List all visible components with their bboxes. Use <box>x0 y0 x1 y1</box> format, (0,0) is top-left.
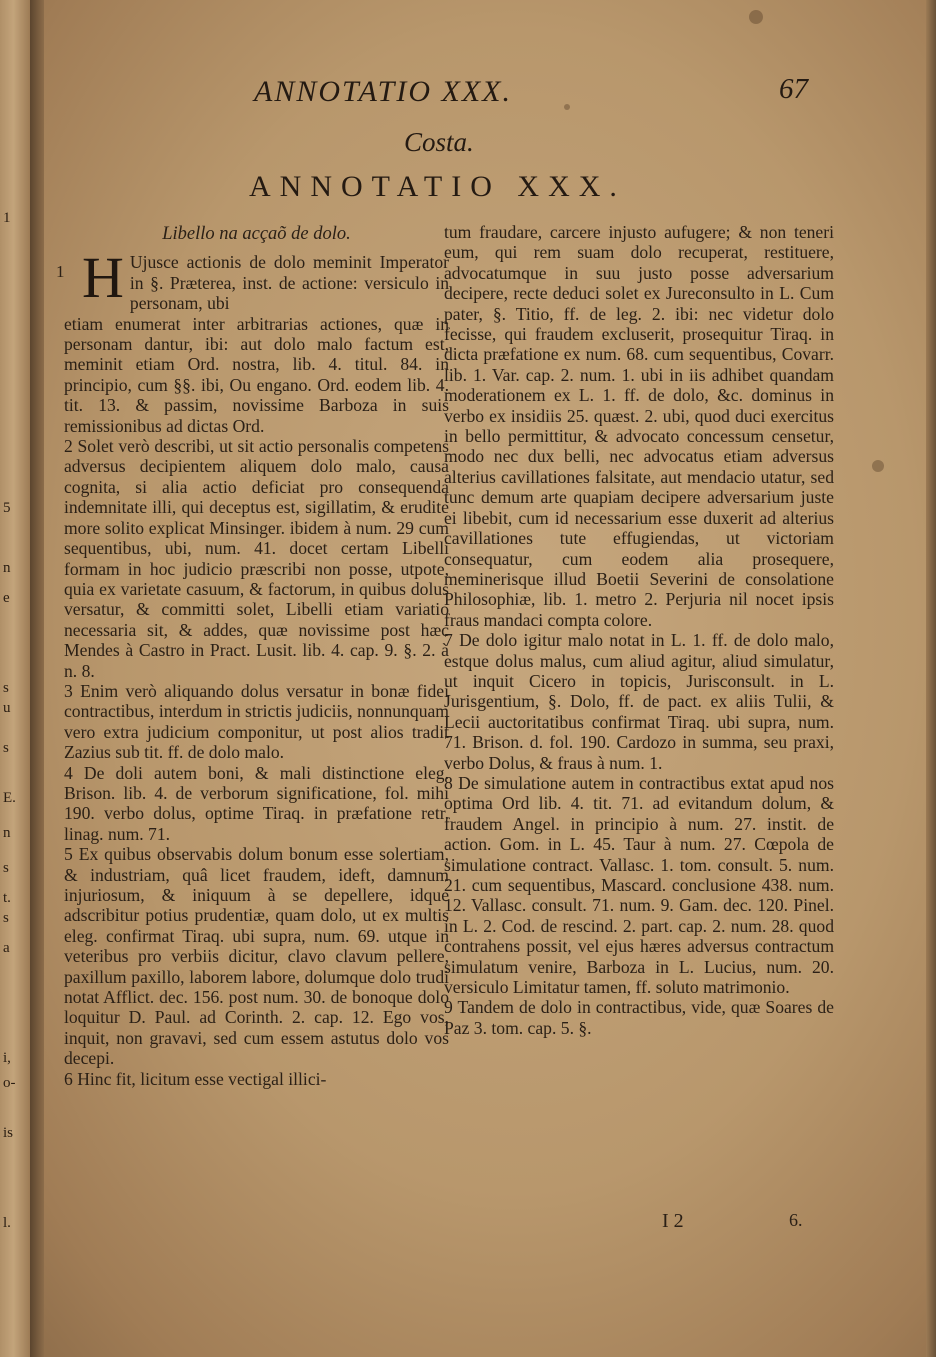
paragraph: Ujusce actionis de dolo meminit Imperator in §. Præterea, inst. de actione: versiculo in personam, ubi etiam enumerat inter arbitrarias actiones, quæ in personam dantur, ibi: aut dolo malo factum est, meminit etiam Ord. nostra, lib. 4. titul. 84. in principio, cum §§. ibi, Ou engano. Ord. eodem lib. 4. tit. 13. & passim, novissime Barboza in suis remissionibus ad dictas Ord. <box>64 252 449 436</box>
paragraph-number: 1 <box>56 262 65 282</box>
left-column <box>56 222 449 1089</box>
book-gutter <box>30 0 44 1357</box>
prev-page-fragment: o- <box>3 1075 16 1091</box>
ink-stain <box>564 104 570 110</box>
prev-page-fragment: t. <box>3 890 11 906</box>
paragraph: 4 De doli autem boni, & mali distinctione eleg. Brison. lib. 4. de verborum significatione, fol. mihi 190. verbo dolus, optime Tiraq. in præfatione retr. linag. num. 71. <box>64 762 449 844</box>
prev-page-fragment: s <box>3 740 9 756</box>
prev-page-fragment: i, <box>3 1050 11 1066</box>
prev-page-fragment: e <box>3 590 10 606</box>
section-title: Costa. <box>404 127 474 157</box>
prev-page-fragment: is <box>3 1125 14 1141</box>
prev-page-fragment: u <box>3 700 11 716</box>
ink-stain <box>872 460 884 472</box>
paragraph: 7 De dolo igitur malo notat in L. 1. ff. de dolo malo, estque dolus malus, cum aliud agitur, aliud simulatur, ut inquit Cicero in topicis, Jurisconsult. in L. Jurisgentium, §. Dolo, ff. de pact. ex aliis Tulii, & Lecii auctoritatibus confirmat Tiraq. ubi supra, num. 71. Brison. d. fol. 190. Cardozo in summa, seu praxi, verbo Dolus, & fraus à num. 1. <box>444 630 834 773</box>
prev-page-fragment: s <box>3 680 9 696</box>
page-number: 67 <box>779 73 808 105</box>
prev-page-fragment: 5 <box>3 500 11 516</box>
paragraph: 5 Ex quibus observabis dolum bonum esse solertiam, & industriam, quâ licet fraudem, ideft, damnum injuriosum, & iniquum à se depellere, idque adscribitur potius prudentiæ, quam dolo, ut ex multis eleg. confirmat Tiraq. ubi supra, num. 69. utque in veteribus pro verbiis dicitur, clavo clavum pellere, paxillum paxillo, laborem labore, dolumque dolo trudi notat Afflict. dec. 156. post num. 30. de bonoque dolo loquitur D. Paul. ad Corinth. 2. cap. 12. Ego vos, inquit, non gravavi, sed cum essem astutus dolo vos decepi. <box>64 844 449 1069</box>
main-title: ANNOTATIO XXX. <box>249 170 626 203</box>
prev-page-fragment: l. <box>3 1215 11 1231</box>
paragraph: 3 Enim verò aliquando dolus versatur in bonæ fidei contractibus, interdum in strictis judiciis, nonnunquam vero extra judicium componitur, ut post alios tradit Zazius sub tit. ff. de dolo malo. <box>64 680 449 763</box>
paragraph: 8 De simulatione autem in contractibus extat apud nos optima Ord lib. 4. tit. 71. ad evitandum dolum, & fraudem Angel. in principio à num. 27. instit. de action. Gom. in L. 45. Taur à num. 27. Cœpola de simulatione contract. Vallasc. 1. tom. consult. 5. num. 21. cum sequentibus, Mascard. conclusione 438. num. 12. Vallasc. consult. 71. num. 9. Gam. dec. 120. Pinel. in L. 2. Cod. de rescind. 2. part. cap. 2. num. 28. quod contrahens possit, vel ejus hæres adversus contractum simulatum venire, Barboza in L. Lucius, num. 20. versiculo Limitatur tamen, ff. soluto matrimonio. <box>444 772 834 998</box>
running-head: ANNOTATIO XXX. <box>254 75 512 108</box>
page-content <box>44 0 926 1357</box>
drop-cap: H <box>82 245 124 311</box>
page-right-edge <box>926 0 936 1357</box>
prev-page-fragment: n <box>3 825 11 841</box>
catchword: 6. <box>789 1210 803 1230</box>
previous-page-edge <box>0 0 32 1357</box>
ink-stain <box>749 10 763 24</box>
prev-page-fragment: s <box>3 910 9 926</box>
prev-page-fragment: E. <box>3 790 16 806</box>
prev-page-fragment: s <box>3 860 9 876</box>
first-paragraph <box>56 245 449 436</box>
right-column <box>444 222 834 1038</box>
prev-page-fragment: 1 <box>3 210 11 226</box>
paragraph: 9 Tandem de dolo in contractibus, vide, quæ Soares de Paz 3. tom. cap. 5. §. <box>444 997 834 1038</box>
paragraph: 6 Hinc fit, licitum esse vectigal illici- <box>64 1068 327 1089</box>
paragraph: 2 Solet verò describi, ut sit actio personalis competens adversus decipientem aliquem dolo malo, causa cognita, si alia actio deficiat pro consequenda indemnitate illi, qui deceptus est, sigillatim, & erudite more solito explicat Minsinger. ibidem à num. 29 cum sequentibus, ubi, num. 41. docet certam Libelli formam in hoc judicio præscribi non posse, utpote, quia ex varietate casuum, & factorum, in quibus dolus versatur, & committi solet, Libelli etiam variatio necessaria sit, & addes, quæ novissime post hæc Mendes à Castro in Pract. Lusit. lib. 4. cap. 9. §. 2. à n. 8. <box>64 436 449 681</box>
signature-mark: I 2 <box>662 1210 684 1232</box>
paragraph: tum fraudare, carcere injusto aufugere; & non teneri eum, qui rem suam dolo recuperat, restituere, advocatumque in suu justo posse adversarium decipere, recte deduci solet ex Jureconsulto in L. Cum pater, §. Titio, ff. de leg. 2. ibi: nec videtur dolo fecisse, qui fraudem excluserit, prosequitur Tiraq. in dicta præfatione ex num. 68. cum sequentibus, Covarr. lib. 1. Var. cap. 2. num. 1. ubi in iis adhibet quandam moderationem ex L. 1. ff. de dolo, &c. dominus in verbo ex insidiis 25. quæst. 2. ubi, quod duci exercitus in bello permittitur, & advocato concessum censetur, modo nec dux belli, nec advocatus etiam adversus alterius cavillationes falsitate, aut mendacio utatur, sed tunc demum arte quapiam decipere adversarium juste ei libebit, cum id necessarium esse duxerit ad alterius cavillationes tute effugiendas, ut victoriam consequatur, cum eodem alia prosequere, meminerisque illud Boetii Severini de consolatione Philosophiæ, lib. 1. metro 2. Perjuria nil nocet ipsis fraus mandaci compta colore. <box>444 222 834 630</box>
prev-page-fragment: n <box>3 560 11 576</box>
column-heading: Libello na acçaõ de dolo. <box>162 224 351 244</box>
prev-page-fragment: a <box>3 940 10 956</box>
